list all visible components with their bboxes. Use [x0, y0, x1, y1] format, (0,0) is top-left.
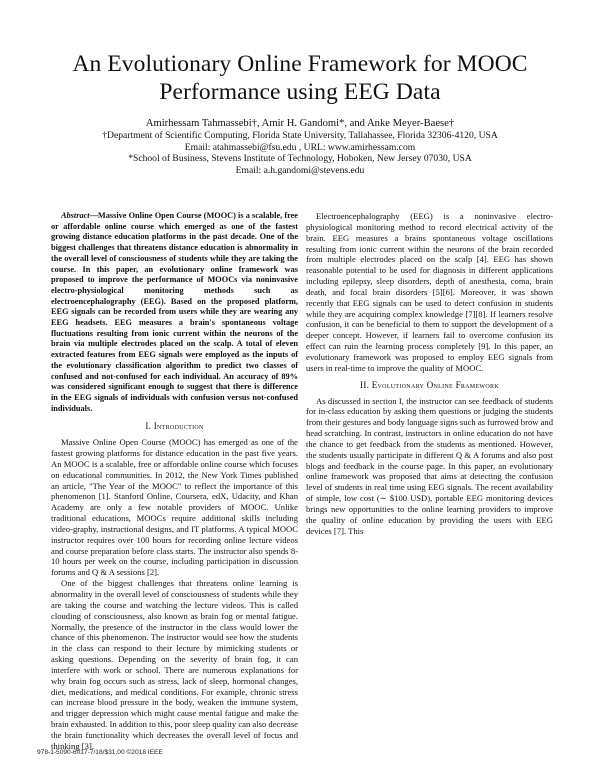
email-2: Email: a.h.gandomi@stevens.edu [235, 164, 365, 176]
section-1-title: Introduction [153, 421, 204, 432]
abstract-label: Abstract [61, 211, 90, 220]
left-column [51, 211, 298, 752]
section-1-paragraph-1: Massive Online Open Course (MOOC) has emerged as one of the fastest growing platforms for distance education in the past five years. An MOOC is a scalable, free or affordable online course which focuses on educational communities. In 2012, the New York Times published an article, "The Year of the MOOC" to reflect the importance of this phenomenon [1]. Stanford Online, Coursera, edX, Udacity, and Khan Academy are only a few notable providers of MOOC. Unlike traditional educations, MOOCs require additional skills including video-graphy, instructional designs, and IT platforms. A typical MOOC instructor requires over 100 hours for recording online lecture videos and course preparation before class starts. The instructor also spends 8-10 hours per week on the course, including participation in discussion forums and Q & A sessions [2]. [51, 437, 298, 578]
section-2-title: Evolutionary Online Framework [371, 379, 499, 390]
email-1: Email: atahmassebi@fsu.edu , URL: www.amirhessam.com [184, 141, 416, 153]
section-1-paragraph-2: One of the biggest challenges that threatens online learning is abnormality in the overall level of consciousness of students while they are taking the course and watching the lecture videos. This is called clouding of consciousness, also known as brain fog or mental fatigue. Normally, the presence of the instructor in the class would lower the chance of this phenomenon. The instructor would see how the students in the class can respond to their lecture by mimicking students or asking questions. Depending on the severity of brain fog, it can interfere with work or school. There are numerous explanations for why brain fog occurs such as stress, lack of sleep, hormonal changes, diet, medications, and medical conditions. For example, chronic stress can increase blood pressure in the body, weaken the immune system, and trigger depression which might cause mental fatigue and make the brain exhausted. In addition to this, poor sleep quality can also decrease the brain functionality which decreases the overall level of focus and thinking [3]. [51, 578, 298, 751]
title-line-1: An Evolutionary Online Framework for MOOC [72, 51, 528, 77]
abstract [51, 211, 298, 414]
section-1-number: I. [145, 421, 152, 432]
paper-title [40, 50, 560, 106]
section-2-heading [306, 380, 553, 391]
author-block [40, 118, 560, 176]
title-line-2: Performance using EEG Data [159, 79, 441, 105]
author-names: Amirhessam Tahmassebi†, Amir H. Gandomi*, and Anke Meyer-Baese† [145, 118, 455, 129]
section-1-paragraph-3: Electroencephalography (EEG) is a noninvasive electro-physiological monitoring method to record electrical activity of the brain. EEG measures a brains spontaneous voltage oscillations resulting from ionic current within the neurons of the brain recorded from multiple electrodes placed on the scalp [4]. EEG has shown reasonable potential to be used for diagnosis in different applications including epilepsy, sleep disorders, depth of anesthesia, coma, brain death, and focal brain disorders [5][6]. Moreover, it was shown recently that EEG signals can be used to detect confusion in students while they are acquiring complex knowledge [7][8]. If learners resolve confusion, it can be beneficial to them to support the development of a deeper concept. However, if learners fail to overcome confusion its effect can ruin the learning process completely [9]. In this paper, an evolutionary framework was proposed to employ EEG signals from users in real-time to improve the quality of MOOC. [306, 211, 553, 373]
affiliation-2: *School of Business, Stevens Institute of Technology, Hoboken, New Jersey 07030, USA [128, 153, 472, 165]
abstract-text: —Massive Online Open Course (MOOC) is a scalable, free or affordable online course which emerged as one of the fastest growing distance education platforms in the past decade. One of the biggest challenges that threatens distance education is abnormality in the overall level of consciousness of students while they are taking the course. In this paper, an evolutionary online framework was proposed to improve the performance of MOOCs via noninvasive electro-physiological monitoring methods such as electroencephalography (EEG). Based on the proposed platform, EEG signals can be recorded from users while they are wearing any EEG headsets. EEG measures a brain's spontaneous voltage fluctuations resulting from ionic current within the neurons of the brain via multiple electrodes placed on the scalp. A total of eleven extracted features from EEG signals were employed as the inputs of the evolutionary classification algorithm to predict two classes of confused and not-confused for each individual. An accuracy of 89% was considered significant enough to suggest that there is difference in the EEG signals of individuals with confusion versus not-confused individuals. [51, 211, 298, 413]
right-column [306, 211, 553, 536]
affiliation-1: †Department of Scientific Computing, Florida State University, Tallahassee, Florida 32306-4120, USA [102, 130, 498, 142]
section-2-paragraph-1: As discussed in section I, the instructor can see feedback of students for in-class education by asking them questions or judging the students from their gestures and body language signs such as furrowed brow and head scratching. In contrast, instructors in online education do not have the chance to get feedback from the students as mentioned. However, the students usually participate in different Q & A forums and also post blogs and feedback in the course page. In this paper, an evolutionary online framework was proposed that aims at detecting the confusion level of students in real time using EEG signals. The recent availability of simple, low cost (∼ $100 USD), portable EEG monitoring devices brings new opportunities to the online learning providers to improve the quality of online education by providing the users with EEG devices [7]. This [306, 395, 554, 536]
section-2-number: II. [360, 379, 370, 390]
section-1-heading [51, 421, 298, 432]
copyright-footer: 978-1-5090-6017-7/18/$31.00 ©2018 IEEE [37, 749, 163, 756]
